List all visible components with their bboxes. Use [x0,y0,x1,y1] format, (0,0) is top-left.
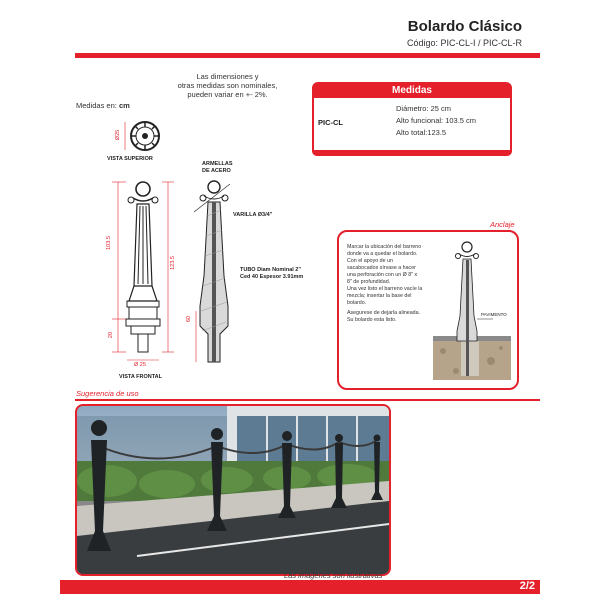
header-divider [75,53,540,58]
dimension-20: 20 [108,331,115,339]
measurements-heading: Medidas [314,84,510,98]
product-code: Código: PIC-CL-I / PIC-CL-R [406,38,522,48]
photo-caption: Las imagenes son ilustrativas [284,571,383,580]
anchor-title: Anclaje [490,220,515,229]
units-label: Medidas en: cm [76,101,130,110]
dimension-103-5: 103.5 [105,236,112,250]
measurements-box [312,82,512,156]
measurements-footer-bar [312,150,512,156]
pavement-label: PAVIMENTO [481,312,507,317]
page-number: 2/2 [519,580,535,592]
tube-label-2: Ced 40 Espesor 3.91mm [240,274,304,280]
total-height-value: Alto total:123.5 [396,128,447,137]
usage-scene [77,406,389,574]
page-title: Bolardo Clásico [407,18,522,35]
anchor-illustration [431,236,513,384]
rings-label-1: ARMELLAS [202,161,233,167]
section-drawing [188,176,248,366]
rod-label: VARILLA Ø3/4" [233,212,273,218]
anchor-box [337,230,519,390]
dimension-60: 60 [186,315,193,323]
functional-height-value: Alto funcional: 103.5 cm [396,116,477,125]
front-view-diameter: Ø 25 [134,362,146,368]
dimension-123-5: 123.5 [169,256,176,270]
tube-label-1: TUBO Diam Nominal 2" [240,267,301,273]
suggestion-label: Sugerencia de uso [76,389,139,398]
photo-divider [75,399,540,401]
rings-label-2: DE ACERO [202,168,231,174]
front-view-label: VISTA FRONTAL [119,374,162,380]
diameter-value: Diámetro: 25 cm [396,104,452,113]
footer-bar [60,580,540,594]
top-view-label: VISTA SUPERIOR [107,156,153,162]
model-code: PIC-CL [318,118,343,127]
front-view-drawing [100,176,193,372]
dimensions-note: Las dimensiones y otras medidas son nominales, pueden variar en +- 2%. [177,72,278,99]
usage-photo [75,404,391,576]
anchor-instructions: Marcar la ubicación del barreno donde va a quedar el bolardo. Con el apoyo de un sacabocados sírvase a hacer una perforación con un Ø 8" x 8" de profundidad. Una vez listo el barreno vacíe la mezcla; insertar la base del bolardo. Asegurese de dejarla alineada. Su bolardo esta listo. [347,244,423,323]
top-view-diameter-label: Ø25 [115,129,122,141]
